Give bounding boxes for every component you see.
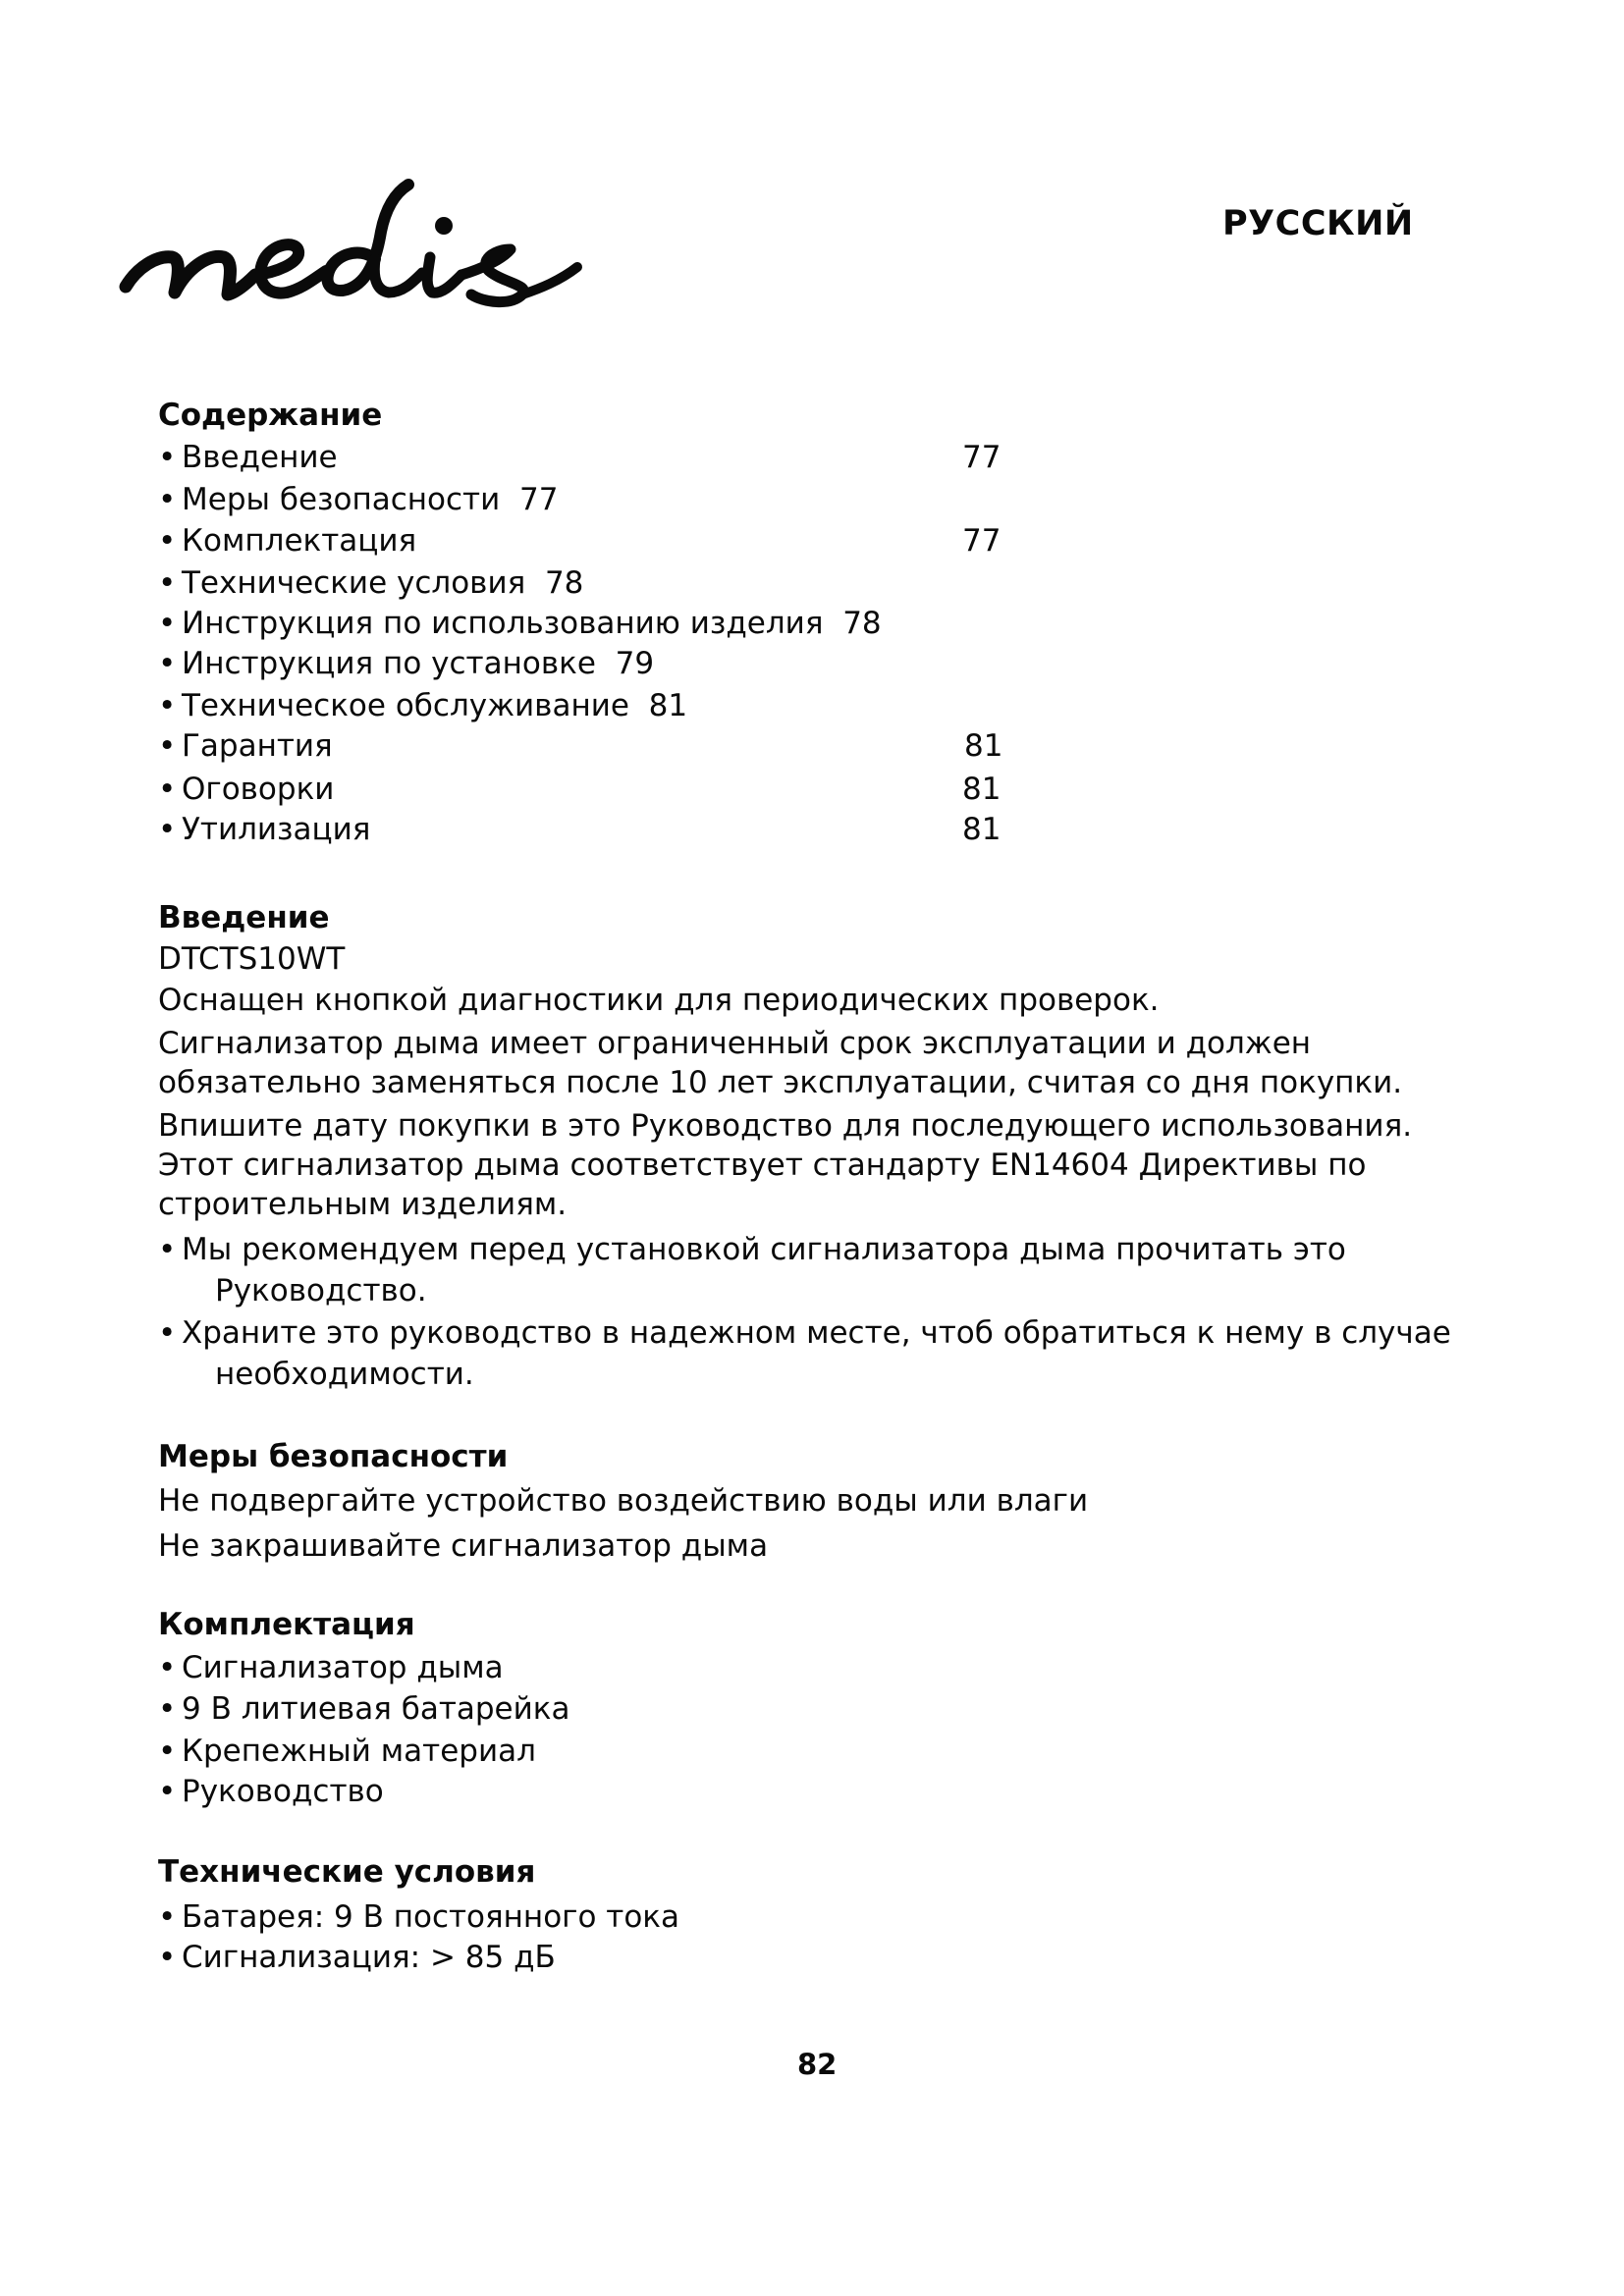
toc-item <box>158 646 654 681</box>
safety-title: Меры безопасности <box>158 1439 509 1474</box>
toc-item-page: 77 <box>962 523 1001 559</box>
specs-item <box>158 1899 679 1935</box>
bullet: • <box>158 772 177 807</box>
toc-item-page: 79 <box>615 646 655 681</box>
package-item <box>158 1734 536 1769</box>
bullet: • <box>158 812 177 847</box>
toc-item-page: 81 <box>962 772 1001 807</box>
bullet: • <box>158 523 177 559</box>
bullet: • <box>158 646 177 681</box>
toc-item-label: Технические условия <box>182 565 526 601</box>
intro-line: Этот сигнализатор дыма соответствует стандарту EN14604 Директивы по <box>158 1148 1367 1183</box>
toc-item <box>158 772 334 807</box>
toc-item-page: 81 <box>648 688 688 723</box>
toc-item <box>158 523 416 559</box>
nedis-logo <box>118 177 589 324</box>
intro-line: Впишите дату покупки в это Руководство для последующего использования. <box>158 1108 1413 1144</box>
intro-bullet <box>158 1315 1451 1351</box>
intro-line: строительным изделиям. <box>158 1187 568 1222</box>
toc-item <box>158 606 882 641</box>
toc-item-label: Введение <box>182 440 338 475</box>
intro-line: Оснащен кнопкой диагностики для периодических проверок. <box>158 983 1160 1018</box>
toc-item <box>158 440 338 475</box>
toc-item-page: 77 <box>518 482 559 517</box>
toc-item-label: Инструкция по использованию изделия <box>182 606 824 641</box>
intro-title: Введение <box>158 900 330 935</box>
package-item <box>158 1650 504 1685</box>
toc-item-label: Гарантия <box>182 728 333 764</box>
intro-bullet-text: Храните это руководство в надежном месте, чтоб обратиться к нему в случае <box>182 1315 1451 1351</box>
bullet: • <box>158 1734 177 1769</box>
intro-bullet-continuation: Руководство. <box>215 1273 427 1308</box>
toc-item-label: Техническое обслуживание <box>182 688 629 723</box>
intro-line: Сигнализатор дыма имеет ограниченный срок эксплуатации и должен <box>158 1026 1312 1061</box>
toc-item-page: 78 <box>544 565 584 601</box>
bullet: • <box>158 1691 177 1727</box>
toc-item-page: 78 <box>842 606 882 641</box>
bullet: • <box>158 688 177 723</box>
toc-item <box>158 565 583 601</box>
bullet: • <box>158 1774 177 1809</box>
bullet: • <box>158 565 177 601</box>
bullet: • <box>158 1650 177 1685</box>
bullet: • <box>158 606 177 641</box>
package-item-label: Руководство <box>182 1774 384 1809</box>
bullet: • <box>158 1940 177 1975</box>
intro-line: обязательно заменяться после 10 лет эксплуатации, считая со дня покупки. <box>158 1065 1403 1100</box>
model-number: DTCTS10WT <box>158 941 346 977</box>
package-title: Комплектация <box>158 1607 415 1642</box>
language-label: РУССКИЙ <box>1222 204 1414 243</box>
bullet: • <box>158 482 177 517</box>
bullet: • <box>158 1899 177 1935</box>
bullet: • <box>158 1315 177 1351</box>
specs-item-label: Батарея: 9 В постоянного тока <box>182 1899 680 1935</box>
toc-title: Содержание <box>158 398 383 433</box>
toc-item-page: 77 <box>962 440 1001 475</box>
intro-bullet <box>158 1232 1346 1267</box>
page-number: 82 <box>797 2048 838 2081</box>
toc-item <box>158 812 370 847</box>
package-item <box>158 1691 570 1727</box>
toc-item-label: Инструкция по установке <box>182 646 596 681</box>
specs-item-label: Сигнализация: > 85 дБ <box>182 1940 556 1975</box>
safety-line: Не закрашивайте сигнализатор дыма <box>158 1528 769 1564</box>
toc-item <box>158 688 687 723</box>
bullet: • <box>158 1232 177 1267</box>
safety-line: Не подвергайте устройство воздействию воды или влаги <box>158 1483 1089 1519</box>
specs-item <box>158 1940 556 1975</box>
toc-item-label: Комплектация <box>182 523 417 559</box>
toc-item-page: 81 <box>964 728 1003 764</box>
toc-item <box>158 482 558 517</box>
bullet: • <box>158 440 177 475</box>
package-item-label: Сигнализатор дыма <box>182 1650 504 1685</box>
toc-item-page: 81 <box>962 812 1001 847</box>
toc-item <box>158 728 333 764</box>
intro-bullet-continuation: необходимости. <box>215 1357 474 1392</box>
intro-bullet-text: Мы рекомендуем перед установкой сигнализатора дыма прочитать это <box>182 1232 1346 1267</box>
package-item-label: Крепежный материал <box>182 1734 536 1769</box>
bullet: • <box>158 728 177 764</box>
specs-title: Технические условия <box>158 1854 536 1890</box>
toc-item-label: Утилизация <box>182 812 371 847</box>
package-item <box>158 1774 384 1809</box>
toc-item-label: Оговорки <box>182 772 335 807</box>
package-item-label: 9 В литиевая батарейка <box>182 1691 570 1727</box>
toc-item-label: Меры безопасности <box>182 482 501 517</box>
